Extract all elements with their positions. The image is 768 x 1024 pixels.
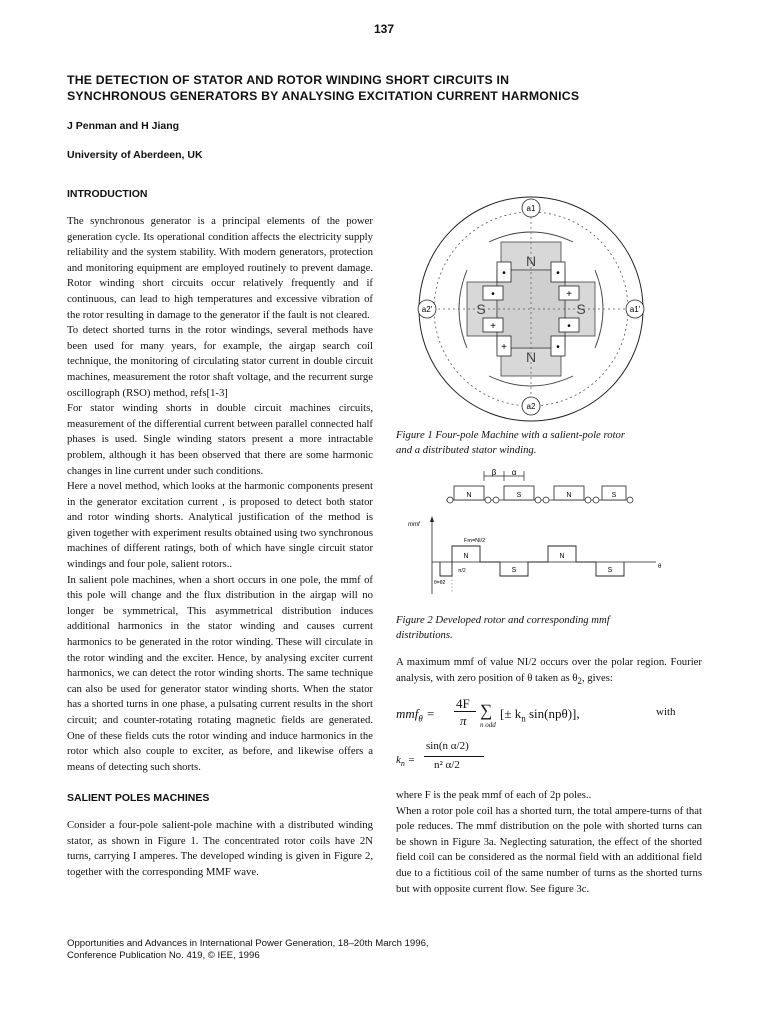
- caption-line: Figure 1 Four-pole Machine with a salient-pole rotor: [396, 429, 626, 441]
- mmf-pole-s: S: [607, 567, 613, 574]
- intro-paragraph: In salient pole machines, when a short occurs in one pole, the mmf of this pole will change and the flux distribution in the airgap will no longer be symmetrical, This asymmetrical distribution induces additional harmonics in the stator winding and causes current harmonics to be generated in the rotor winding. These will circulate in the rotor winding and the exciter. Hence, by analysing exciter current harmonics, we can detect the rotor winding shorts. The same technique can also be used for generator stator winding shorts. When the stator has a shorted turns in one phase, a pulsating current results in the short circuit; and counter-rotating rotating magnetic fields are generated. One of these fields cuts the rotor winding and induce harmonics in the rotor which also couple to exciter, as before, and likewise offers a means of detecting such shorts.: [67, 573, 373, 773]
- intro-paragraph: Here a novel method, which looks at the harmonic components present in the generator excitation current , is proposed to detect both stator and rotor winding shorts. Analytical justification of the method is given together with experiment results obtained using two synchronous machines of different ratings, both of which have single circuit stator windings and four pole, salient rotors..: [67, 480, 373, 571]
- coil-plus: +: [501, 342, 507, 353]
- eq-lhs: mmf: [396, 706, 419, 721]
- footer-line-1: Opportunities and Advances in International Power Generation, 18–20th March 1996,: [67, 938, 429, 949]
- mmf-pole-s: S: [511, 567, 517, 574]
- pole-label-n: N: [525, 349, 537, 365]
- salient-paragraph: Consider a four-pole salient-pole machine with a distributed winding stator, as shown in Figure 1. The concentrated rotor coils have 2N turns, carrying I amperes. The developed winding is given in Figure 2, together with the corresponding MMF wave.: [67, 819, 373, 878]
- intro-paragraph: To detect shorted turns in the rotor windings, several methods have been used for many years, for example, the airgap search coil technique, the monitoring of circulating stator current in double circuit machines, measurement the rotor shaft voltage, and the recurrent surge oscillograph (RSO) method, refs[1-3]: [67, 324, 373, 399]
- caption-line: distributions.: [396, 629, 453, 641]
- page-number: 137: [373, 22, 395, 36]
- stator-label-bottom: a2: [526, 402, 536, 411]
- salient-text: [67, 818, 373, 880]
- theta-axis-label: θ: [658, 564, 662, 570]
- footer-line-2: Conference Publication No. 419, © IEE, 1996: [67, 950, 260, 961]
- figure-1-caption: [396, 428, 625, 458]
- pole-label-s: S: [576, 301, 586, 317]
- salient-heading: SALIENT POLES MACHINES: [67, 792, 210, 804]
- shorted-turn-text: When a rotor pole coil has a shorted turn, the total ampere-turns of that pole reduces. The mmf distribution on the pole with shorted turns can be shown in Figure 3a. Neglecting saturation, the effect of the shorted field coil can be considered as the normal field with an additional field due to a fictitious coil of the same number of turns as the shorted turns but with opposite current flow. See figure 3c.: [396, 804, 702, 895]
- intro-paragraph: The synchronous generator is a principal elements of the power generation cycle. Its operational condition affects the electricity supply reliability and the system stability. With modern generators, protection and monitoring equipment are employed routinely to prevent damage. Rotor winding short circuits occur relatively frequently and if continuous, can lead to high temperatures and excessive vibration of the rotor resulting in damage to the generator if the fault is not cleared.: [67, 215, 373, 321]
- stator-label-right: a1': [629, 305, 641, 314]
- alpha-label: α: [511, 468, 517, 477]
- fm-label: Fm=NI/2: [464, 538, 486, 544]
- right-paragraph-2: [396, 788, 702, 897]
- eq-lhs-sub: θ: [418, 713, 423, 724]
- kn-equation: $k_n$ = sin(n α/2) n² α/2: [396, 738, 516, 786]
- theta0-label: θ=θ2: [434, 580, 446, 586]
- rotor-pole-n: N: [466, 492, 472, 499]
- intro-text: [67, 214, 373, 775]
- title-line-2: SYNCHRONOUS GENERATORS BY ANALYSING EXCITATION CURRENT HARMONICS: [67, 89, 580, 103]
- figure-1-machine-diagram: [393, 190, 673, 426]
- intro-heading: INTRODUCTION: [67, 188, 148, 200]
- kn-numerator: sin(n α/2): [426, 740, 469, 752]
- mmf-equation: mmf$_\theta$ = 4F π ∑ n odd [± $k_n$ sin(npθ)], with: [396, 696, 676, 729]
- coil-plus: +: [490, 321, 496, 332]
- rotor-pole-s: S: [611, 492, 617, 499]
- figure-2-developed-rotor: [400, 466, 670, 596]
- coil-plus: +: [566, 289, 572, 300]
- authors: J Penman and H Jiang: [67, 120, 180, 132]
- fourier-text: A maximum mmf of value NI/2 occurs over the polar region. Fourier analysis, with zero position of θ taken as θ: [396, 656, 702, 684]
- caption-line: Figure 2 Developed rotor and corresponding mmf: [396, 614, 610, 626]
- mmf-pole-n: N: [559, 553, 565, 560]
- eq-sum-subscript: n odd: [480, 721, 496, 729]
- rotor-pole-s: S: [516, 492, 522, 499]
- eq-with: with: [656, 706, 676, 718]
- pole-label-n: N: [525, 253, 537, 269]
- footer: [67, 938, 429, 962]
- coil-dot: •: [556, 342, 560, 353]
- eq-numerator: 4F: [456, 696, 470, 711]
- pole-label-s: S: [476, 301, 486, 317]
- coil-dot: •: [556, 268, 560, 279]
- intro-paragraph: For stator winding shorts in double circuit machines circuits, measurement of the differential current between parallel connected half phases is used. Single winding stators present a more intractable problem, although it has been observed that there are some harmonic changes in line current under such conditions.: [67, 402, 373, 477]
- figure-2-caption: [396, 613, 610, 643]
- eq-body: [± k: [500, 706, 522, 721]
- coil-dot: •: [502, 268, 506, 279]
- title-line-1: THE DETECTION OF STATOR AND ROTOR WINDING SHORT CIRCUITS IN: [67, 73, 510, 87]
- kn-sub: n: [400, 759, 405, 769]
- rotor-pole-n: N: [566, 492, 572, 499]
- mmf-axis-label: mmf: [408, 522, 420, 528]
- peak-mmf-text: where F is the peak mmf of each of 2p poles..: [396, 789, 592, 801]
- eq-body-end: sin(npθ)]: [525, 706, 577, 721]
- stator-label-top: a1: [526, 204, 536, 213]
- theta-subscript: 2: [577, 675, 582, 686]
- eq-body-sub: n: [521, 713, 526, 724]
- fourier-text-end: , gives:: [581, 671, 613, 684]
- pi-label: π/2: [458, 568, 466, 574]
- coil-dot: •: [491, 289, 495, 300]
- affiliation: University of Aberdeen, UK: [67, 149, 203, 161]
- right-paragraph-1: [396, 655, 702, 689]
- mmf-pole-n: N: [463, 553, 469, 560]
- eq-denominator: π: [460, 713, 467, 728]
- kn-denominator: n² α/2: [434, 759, 460, 771]
- coil-dot: •: [567, 321, 571, 332]
- beta-label: β: [491, 468, 497, 477]
- caption-line: and a distributed stator winding.: [396, 444, 537, 456]
- kn-symbol: k: [396, 754, 401, 766]
- paper-title: [67, 72, 707, 104]
- stator-label-left: a2': [421, 305, 433, 314]
